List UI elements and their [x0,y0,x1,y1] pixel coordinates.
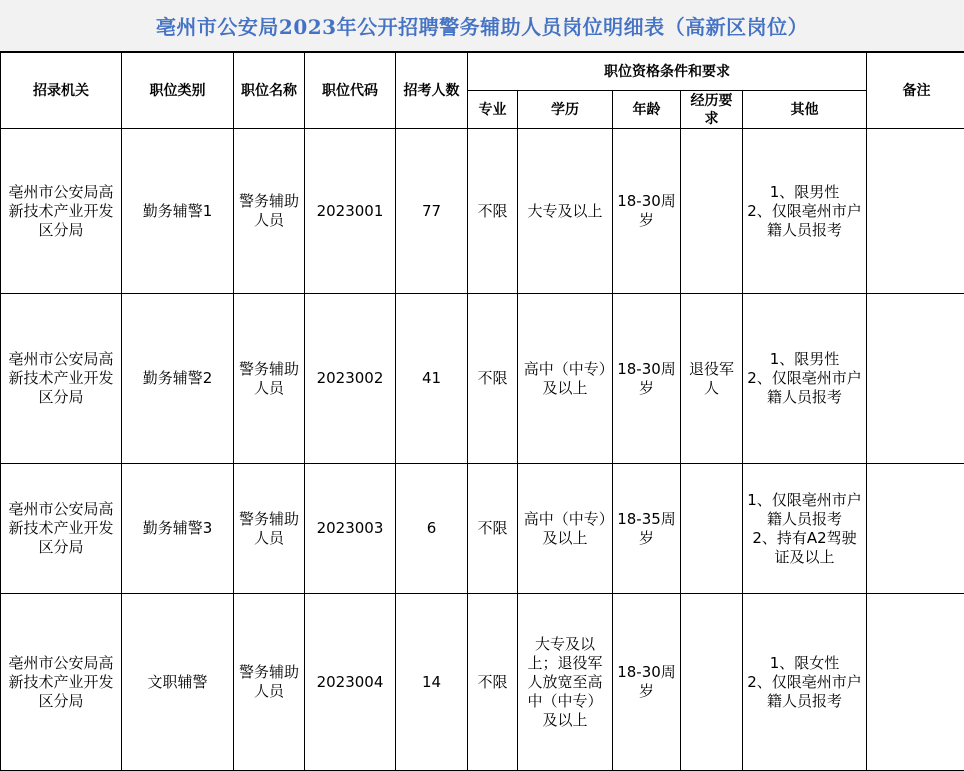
cell-experience [681,594,743,771]
cell-experience [681,129,743,294]
cell-category: 勤务辅警1 [122,129,234,294]
cell-position-code: 2023001 [305,129,396,294]
cell-other-line-2: 2、持有A2驾驶证及以上 [747,529,862,567]
cell-position-name: 警务辅助人员 [234,464,305,594]
cell-category: 勤务辅警2 [122,294,234,464]
cell-education: 大专及以上；退役军人放宽至高中（中专）及以上 [518,594,613,771]
header-org: 招录机关 [1,53,122,129]
cell-org: 亳州市公安局高新技术产业开发区分局 [1,129,122,294]
cell-age: 18-35周岁 [613,464,681,594]
cell-count: 6 [396,464,468,594]
cell-position-code: 2023004 [305,594,396,771]
cell-major: 不限 [468,594,518,771]
cell-count: 14 [396,594,468,771]
cell-other-line-2: 2、仅限亳州市户籍人员报考 [747,673,862,711]
header-experience: 经历要求 [681,91,743,129]
cell-remarks [867,464,964,594]
cell-position-name: 警务辅助人员 [234,594,305,771]
cell-other-line-1: 1、限女性 [747,654,862,673]
cell-major: 不限 [468,294,518,464]
header-position-code: 职位代码 [305,53,396,129]
cell-other-line-2: 2、仅限亳州市户籍人员报考 [747,369,862,407]
header-remarks: 备注 [867,53,964,129]
cell-other [743,129,867,294]
page-title: 亳州市公安局2023年公开招聘警务辅助人员岗位明细表（高新区岗位） [0,0,964,52]
cell-experience: 退役军人 [681,294,743,464]
cell-other [743,294,867,464]
cell-age: 18-30周岁 [613,129,681,294]
cell-education: 高中（中专）及以上 [518,464,613,594]
cell-education: 大专及以上 [518,129,613,294]
cell-org: 亳州市公安局高新技术产业开发区分局 [1,594,122,771]
cell-other-line-2: 2、仅限亳州市户籍人员报考 [747,202,862,240]
cell-count: 41 [396,294,468,464]
cell-position-name: 警务辅助人员 [234,294,305,464]
cell-major: 不限 [468,464,518,594]
cell-age: 18-30周岁 [613,294,681,464]
table-row [1,594,964,771]
cell-remarks [867,294,964,464]
header-requirements-group: 职位资格条件和要求 [468,53,867,91]
cell-category: 勤务辅警3 [122,464,234,594]
table-row [1,464,964,594]
cell-position-code: 2023003 [305,464,396,594]
cell-position-name: 警务辅助人员 [234,129,305,294]
cell-count: 77 [396,129,468,294]
cell-remarks [867,594,964,771]
cell-remarks [867,129,964,294]
cell-org: 亳州市公安局高新技术产业开发区分局 [1,294,122,464]
header-major: 专业 [468,91,518,129]
cell-category: 文职辅警 [122,594,234,771]
header-count: 招考人数 [396,53,468,129]
cell-age: 18-30周岁 [613,594,681,771]
header-education: 学历 [518,91,613,129]
positions-table [0,52,964,771]
table-row [1,294,964,464]
cell-experience [681,464,743,594]
cell-other-line-1: 1、限男性 [747,350,862,369]
cell-major: 不限 [468,129,518,294]
cell-org: 亳州市公安局高新技术产业开发区分局 [1,464,122,594]
header-other: 其他 [743,91,867,129]
header-age: 年龄 [613,91,681,129]
header-row [1,53,964,91]
cell-other [743,594,867,771]
header-position-name: 职位名称 [234,53,305,129]
cell-other-line-1: 1、仅限亳州市户籍人员报考 [747,491,862,529]
header-category: 职位类别 [122,53,234,129]
cell-other-line-1: 1、限男性 [747,183,862,202]
cell-position-code: 2023002 [305,294,396,464]
cell-education: 高中（中专）及以上 [518,294,613,464]
cell-other [743,464,867,594]
table-row [1,129,964,294]
